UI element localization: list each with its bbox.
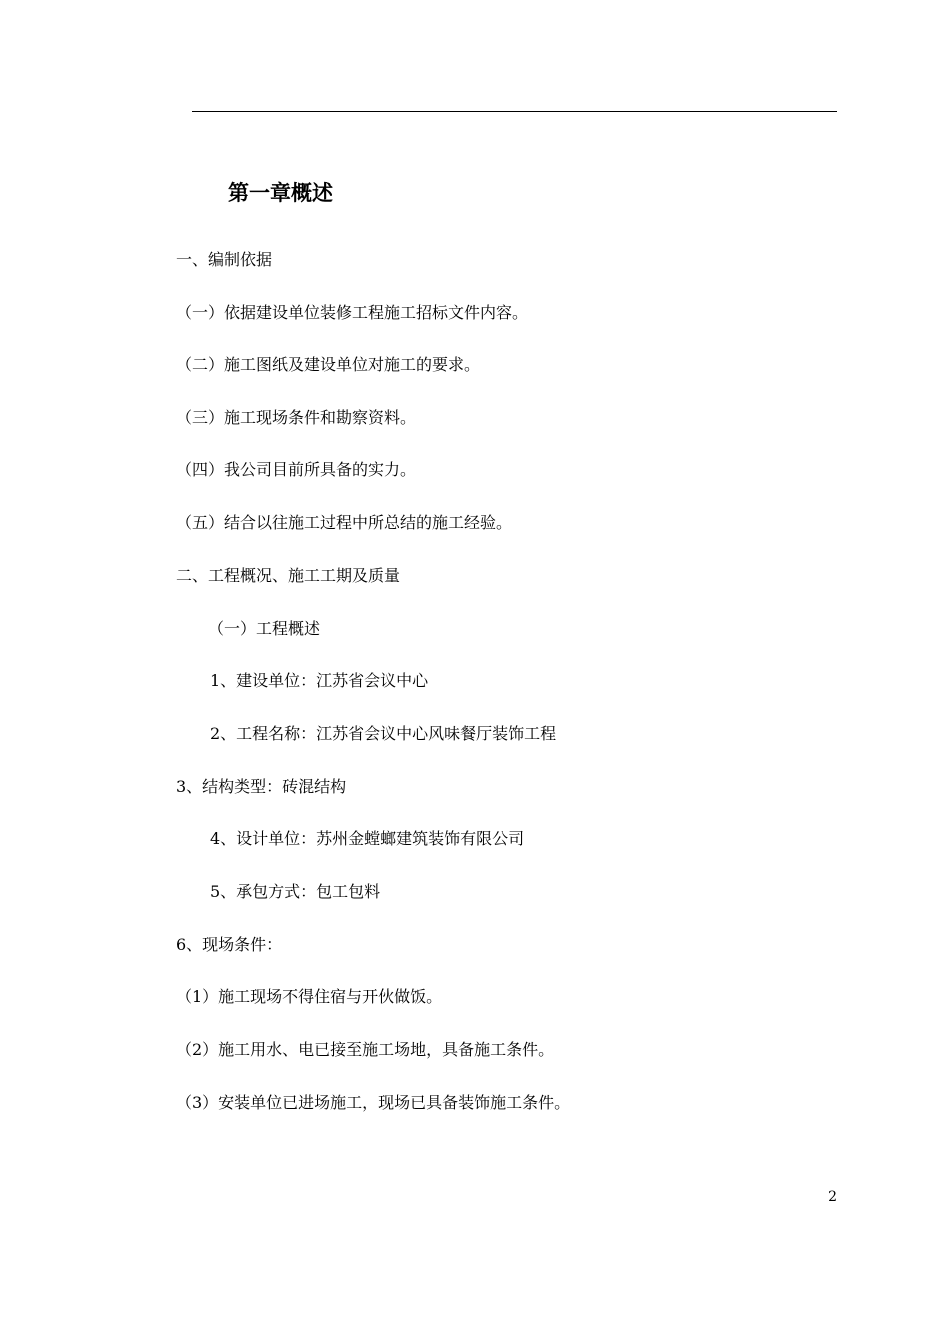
overview-item-6: 6、现场条件： xyxy=(176,935,283,954)
basis-item-2: （二）施工图纸及建设单位对施工的要求。 xyxy=(176,355,481,374)
basis-item-5: （五）结合以往施工过程中所总结的施工经验。 xyxy=(176,513,513,532)
overview-item-2: 2、工程名称：江苏省会议中心风味餐厅装饰工程 xyxy=(210,724,557,743)
chapter-title: 第一章概述 xyxy=(228,181,333,205)
page-number: 2 xyxy=(828,1189,837,1205)
overview-item-3: 3、结构类型：砖混结构 xyxy=(176,777,347,796)
overview-item-1: 1、建设单位：江苏省会议中心 xyxy=(210,671,429,690)
header-rule xyxy=(192,111,837,112)
site-condition-2: （2）施工用水、电已接至施工场地，具备施工条件。 xyxy=(176,1040,555,1059)
basis-item-4: （四）我公司目前所具备的实力。 xyxy=(176,460,417,479)
overview-item-4: 4、设计单位：苏州金螳螂建筑装饰有限公司 xyxy=(210,829,525,848)
site-condition-3: （3）安装单位已进场施工，现场已具备装饰施工条件。 xyxy=(176,1093,571,1112)
site-condition-1: （1）施工现场不得住宿与开伙做饭。 xyxy=(176,987,443,1006)
section-heading-overview: 二、工程概况、施工工期及质量 xyxy=(176,566,401,585)
basis-item-1: （一）依据建设单位装修工程施工招标文件内容。 xyxy=(176,303,529,322)
overview-item-5: 5、承包方式：包工包料 xyxy=(210,882,381,901)
basis-item-3: （三）施工现场条件和勘察资料。 xyxy=(176,408,417,427)
subsection-heading-overview: （一）工程概述 xyxy=(208,619,321,638)
section-heading-basis: 一、编制依据 xyxy=(176,250,273,269)
